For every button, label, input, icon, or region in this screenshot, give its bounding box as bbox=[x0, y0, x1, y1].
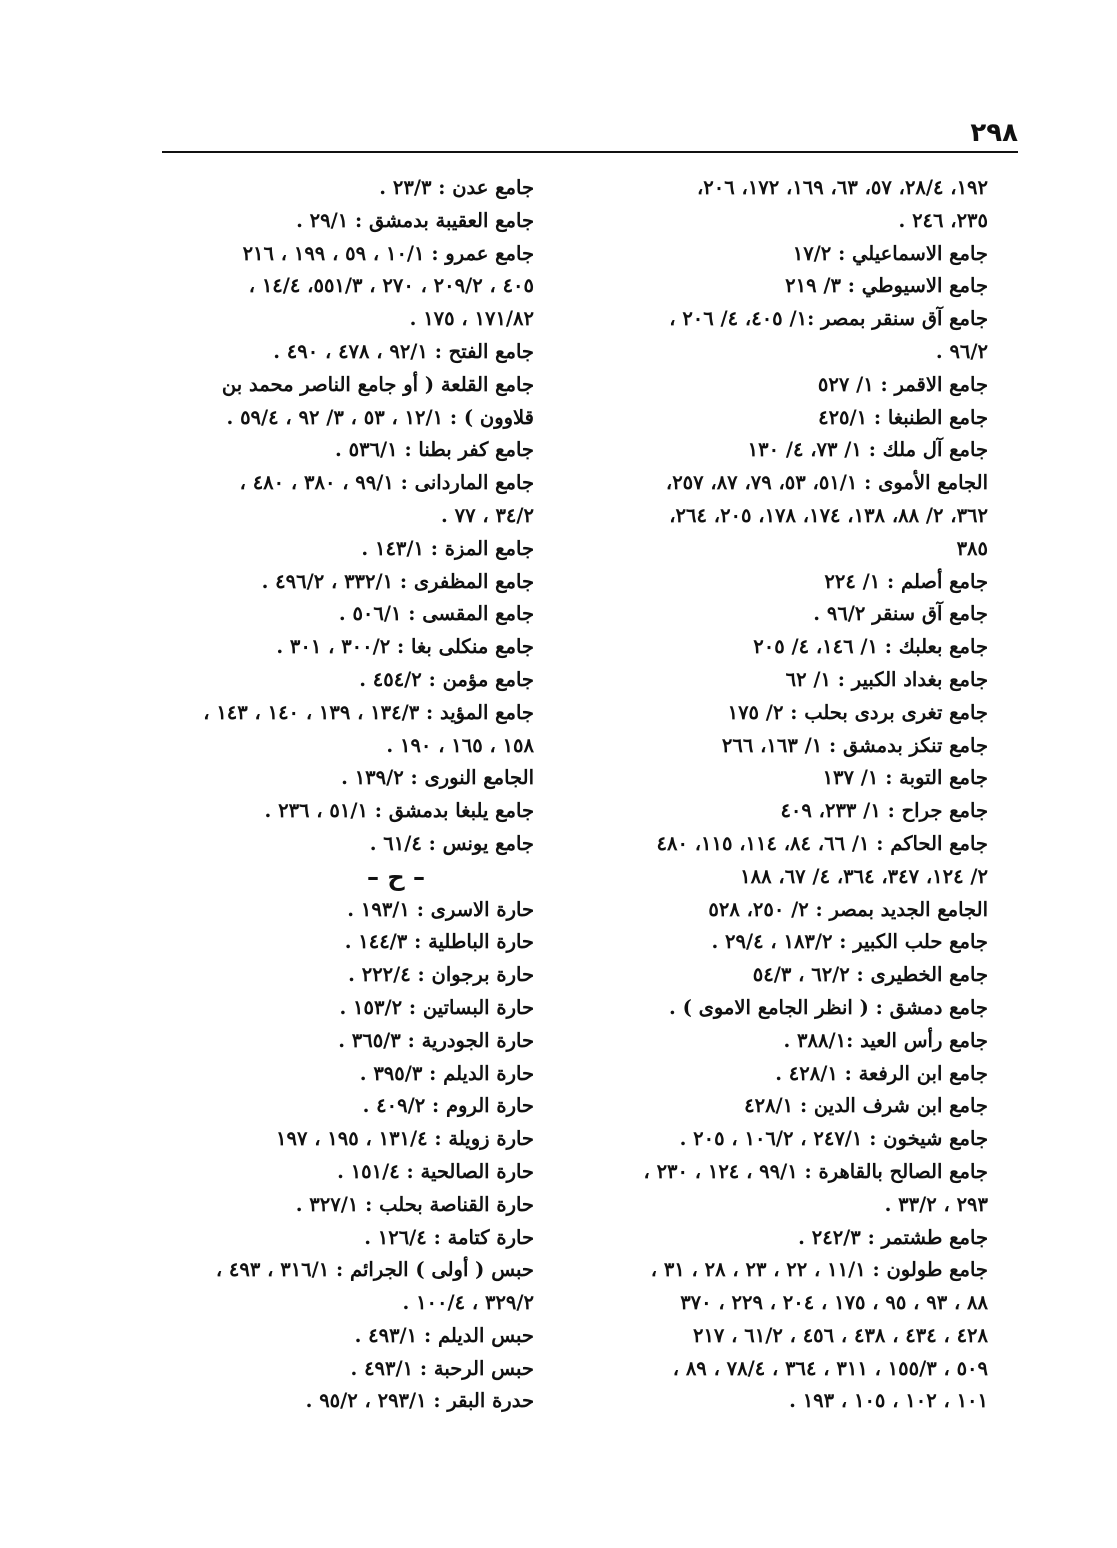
page-number: ٢٩٨ bbox=[970, 118, 1018, 148]
index-entry-line: حارة برجوان : ٢٢٢/٤ . bbox=[348, 963, 534, 987]
index-entry-line: حارة الباطلية : ١٤٤/٣ . bbox=[344, 930, 534, 954]
index-entry-line: جامع الاقمر : ١/ ٥٢٧ bbox=[817, 372, 988, 396]
index-entry-line: جامع ابن الرفعة : ٤٢٨/١ . bbox=[775, 1061, 988, 1085]
index-entry-line: جامع دمشق : ( انظر الجامع الاموى ) . bbox=[669, 995, 988, 1019]
index-entry-line: جامع يلبغا بدمشق : ٥١/١ ، ٢٣٦ . bbox=[264, 799, 534, 823]
index-entry-line: حارة البساتين : ١٥٣/٢ . bbox=[339, 995, 534, 1019]
index-entry-line: حبس ( أولى ) الجرائم : ٣١٦/١ ، ٤٩٣ ، bbox=[215, 1258, 534, 1282]
index-entry-line: ٤٠٥ ، ٢٠٩/٢ ، ٢٧٠ ، ٥٥١/٣، ١٤/٤ ، bbox=[248, 274, 534, 298]
index-entry-line: جامع المظفرى : ٣٣٢/١ ، ٤٩٦/٢ . bbox=[261, 569, 534, 593]
index-entry-line: جامع الطنبغا : ٤٢٥/١ bbox=[818, 405, 988, 429]
index-entry-line: ٤٢٨ ، ٤٣٤ ، ٤٣٨ ، ٤٥٦ ، ٦١/٢ ، ٢١٧ bbox=[692, 1323, 988, 1347]
index-entry-line: الجامع الأموى : ٥١/١، ٥٣، ٧٩، ٨٧، ٢٥٧، bbox=[665, 471, 988, 495]
index-entry-line: ٢٩٣ ، ٣٣/٢ . bbox=[884, 1192, 988, 1216]
index-entry-line: جامع منكلى بغا : ٣٠٠/٢ ، ٣٠١ . bbox=[276, 635, 534, 659]
index-entry-line: جامع كفر بطنا : ٥٣٦/١ . bbox=[335, 438, 534, 462]
index-entry-line: جامع آق سنقر ٩٦/٢ . bbox=[813, 602, 988, 626]
index-entry-line: جامع رأس العيد :٣٨٨/١ . bbox=[783, 1028, 988, 1052]
index-entry-line: جامع بعلبك : ١/ ١٤٦، ٤/ ٢٠٥ bbox=[753, 635, 988, 659]
index-entry-line: جامع تغرى بردى بحلب : ٢/ ١٧٥ bbox=[727, 700, 988, 724]
index-entry-line: الجامع النورى : ١٣٩/٢ . bbox=[341, 766, 534, 790]
index-entry-line: ٩٦/٢ . bbox=[935, 339, 988, 363]
index-entry-line: جامع أصلم : ١/ ٢٢٤ bbox=[824, 569, 988, 593]
index-entry-line: جامع الاسيوطي : ٣/ ٢١٩ bbox=[785, 274, 988, 298]
index-entry-line: جامع عدن : ٢٣/٣ . bbox=[379, 176, 534, 199]
index-entry-line: ١٥٨ ، ١٦٥ ، ١٩٠ . bbox=[386, 733, 534, 757]
index-entry-line: جامع عمرو : ١٠/١ ، ٥٩ ، ١٩٩ ، ٢١٦ bbox=[242, 241, 534, 265]
index-entry-line: جامع المقسى : ٥٠٦/١ . bbox=[338, 602, 534, 626]
index-column-right bbox=[604, 172, 988, 1418]
section-heading: – ح – bbox=[366, 862, 425, 891]
index-entry-line: جامع المؤيد : ١٣٤/٣ ، ١٣٩ ، ١٤٠ ، ١٤٣ ، bbox=[203, 700, 534, 724]
index-entry-line: ٣٦٢، ٢/ ٨٨، ١٣٨، ١٧٤، ١٧٨، ٢٠٥، ٢٦٤، bbox=[669, 503, 988, 527]
index-entry-line: جامع طشتمر : ٢٤٢/٣ . bbox=[798, 1225, 988, 1249]
index-entry-line: حبس الديلم : ٤٩٣/١ . bbox=[354, 1323, 534, 1347]
index-entry-line: حارة الديلم : ٣٩٥/٣ . bbox=[359, 1061, 534, 1085]
index-entry-line: جامع المزة : ١٤٣/١ . bbox=[361, 536, 534, 560]
index-entry-line: ١٠١ ، ١٠٢ ، ١٠٥ ، ١٩٣ . bbox=[789, 1389, 988, 1413]
index-entry-line: جامع التوبة : ١/ ١٣٧ bbox=[822, 766, 988, 790]
index-entry-line: جامع طولون : ١١/١ ، ٢٢ ، ٢٣ ، ٢٨ ، ٣١ ، bbox=[650, 1258, 988, 1282]
index-entry-line: حبس الرحبة : ٤٩٣/١ . bbox=[350, 1356, 534, 1380]
index-entry-line: جامع العقيبة بدمشق : ٢٩/١ . bbox=[296, 208, 534, 232]
index-entry-line: جامع جراح : ١/ ٢٣٣، ٤٠٩ bbox=[780, 799, 988, 823]
index-entry-line: جامع الحاكم : ١/ ٦٦، ٨٤، ١١٤، ١١٥، ٤٨٠ bbox=[656, 831, 988, 855]
index-entry-line: جامع القلعة ( أو جامع الناصر محمد بن bbox=[221, 372, 534, 396]
index-entry-line: جامع الاسماعيلي : ١٧/٢ bbox=[792, 241, 988, 265]
index-entry-line: جامع الفتح : ٩٢/١ ، ٤٧٨ ، ٤٩٠ . bbox=[273, 339, 534, 363]
index-entry-line: جامع تنكز بدمشق : ١/ ١٦٣، ٢٦٦ bbox=[721, 733, 988, 757]
index-entry-line: جامع يونس : ٦١/٤ . bbox=[369, 831, 534, 855]
index-entry-line: ١٩٢، ٢٨/٤، ٥٧، ٦٣، ١٦٩، ١٧٢، ٢٠٦، bbox=[697, 176, 988, 199]
index-entry-line: الجامع الجديد بمصر : ٢/ ٢٥٠، ٥٢٨ bbox=[708, 897, 988, 921]
index-entry-line: حارة الجودرية : ٣٦٥/٣ . bbox=[338, 1028, 534, 1052]
index-entry-line: حدرة البقر : ٢٩٣/١ ، ٩٥/٢ . bbox=[305, 1389, 534, 1413]
index-entry-line: جامع الماردانى : ٩٩/١ ، ٣٨٠ ، ٤٨٠ ، bbox=[239, 471, 534, 495]
index-entry-line: ٢٣٥، ٢٤٦ . bbox=[898, 208, 988, 232]
index-entry-line: حارة الروم : ٤٠٩/٢ . bbox=[362, 1094, 534, 1118]
index-entry-line: حارة الاسرى : ١٩٣/١ . bbox=[347, 897, 534, 921]
header-rule bbox=[162, 151, 1018, 153]
index-entry-line: جامع آق سنقر بمصر :١/ ٤٠٥، ٤/ ٢٠٦ ، bbox=[669, 307, 988, 331]
index-entry-line: ٥٠٩ ، ١٥٥/٣ ، ٣١١ ، ٣٦٤ ، ٧٨/٤ ، ٨٩ ، bbox=[672, 1356, 988, 1380]
index-entry-line: جامع مؤمن : ٤٥٤/٢ . bbox=[359, 667, 534, 691]
index-entry-line: حارة القناصة بحلب : ٣٢٧/١ . bbox=[295, 1192, 534, 1216]
index-entry-line: جامع الخطيرى : ٦٢/٢ ، ٥٤/٣ bbox=[752, 963, 988, 987]
index-entry-line: حارة الصالحية : ١٥١/٤ . bbox=[337, 1159, 534, 1183]
index-entry-line: جامع الصالح بالقاهرة : ٩٩/١ ، ١٢٤ ، ٢٣٠ ، bbox=[643, 1159, 988, 1183]
index-entry-line: جامع ابن شرف الدين : ٤٢٨/١ bbox=[744, 1094, 988, 1118]
index-entry-line: جامع بغداد الكبير : ١/ ٦٢ bbox=[785, 667, 988, 691]
index-entry-line: حارة زويلة : ١٣١/٤ ، ١٩٥ ، ١٩٧ bbox=[276, 1127, 534, 1151]
index-entry-line: ٨٨ ، ٩٣ ، ٩٥ ، ١٧٥ ، ٢٠٤ ، ٢٢٩ ، ٣٧٠ bbox=[680, 1291, 988, 1315]
index-entry-line: جامع آل ملك : ١/ ٧٣، ٤/ ١٣٠ bbox=[747, 438, 988, 462]
index-entry-line: ٣٢٩/٢ ، ١٠٠/٤ . bbox=[402, 1291, 534, 1315]
index-entry-line: ٣٤/٢ ، ٧٧ . bbox=[441, 503, 534, 527]
index-entry-line: حارة كتامة : ١٢٦/٤ . bbox=[364, 1225, 534, 1249]
index-entry-line: ٣٨٥ bbox=[956, 536, 988, 560]
index-column-left bbox=[158, 172, 534, 1418]
index-entry-line: ٢/ ١٢٤، ٣٤٧، ٣٦٤، ٤/ ٦٧، ١٨٨ bbox=[740, 864, 988, 888]
index-entry-line: جامع شيخون : ٢٤٧/١ ، ١٠٦/٢ ، ٢٠٥ . bbox=[679, 1127, 988, 1151]
index-entry-line: ١٧١/٨٢ ، ١٧٥ . bbox=[409, 307, 534, 331]
index-entry-line: جامع حلب الكبير : ١٨٣/٢ ، ٢٩/٤ . bbox=[711, 930, 988, 954]
index-entry-line: قلاوون ) : ١٢/١ ، ٥٣ ، ٣/ ٩٢ ، ٥٩/٤ . bbox=[226, 405, 534, 429]
